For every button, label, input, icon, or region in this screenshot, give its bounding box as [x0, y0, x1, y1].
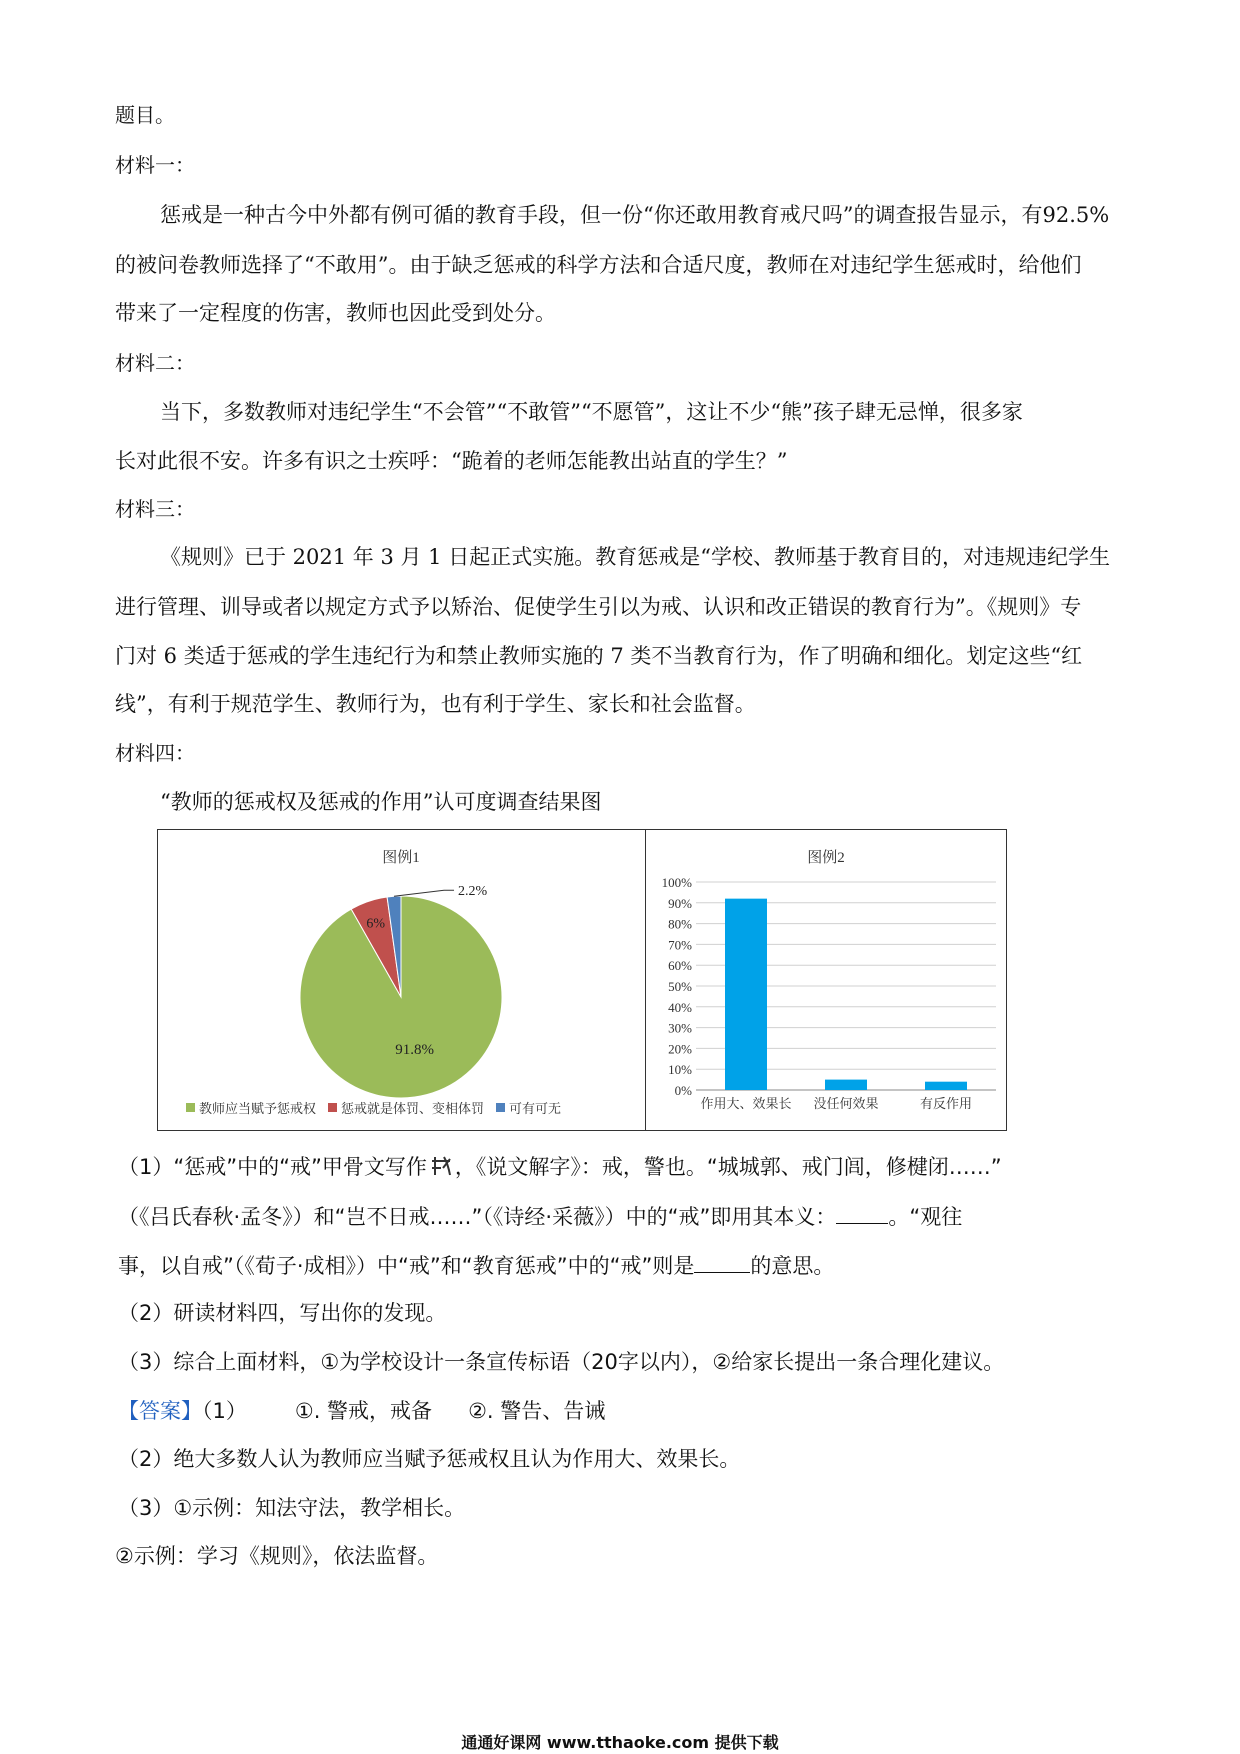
pie-label-1: 91.8%	[395, 1041, 435, 1058]
pie-chart-title: 图例1	[382, 850, 420, 866]
answer-tag: 【答案】	[118, 1399, 202, 1423]
legend-swatch-1	[186, 1103, 195, 1112]
answer-2: （2）绝大多数人认为教师应当赋予惩戒权且认为作用大、效果长。	[118, 1447, 741, 1471]
oracle-bone-glyph-icon	[429, 1154, 453, 1178]
y-tick-8: 80%	[668, 916, 692, 932]
material2-line-1: 当下，多数教师对违纪学生“不会管”“不敢管”“不愿管”，这让不少“熊”孩子肆无忌惮，很多家	[160, 400, 1023, 424]
question-2: （2）研读材料四，写出你的发现。	[118, 1301, 447, 1325]
y-tick-10: 100%	[661, 875, 692, 890]
pie-label-2: 6%	[366, 916, 386, 932]
y-tick-6: 60%	[668, 958, 692, 974]
legend-swatch-3	[496, 1103, 505, 1112]
material1-line-2: 的被问卷教师选择了“不敢用”。由于缺乏惩戒的科学方法和合适尺度，教师在对违纪学生惩戒时，给他们	[115, 253, 1082, 277]
q1-part-a: （1）“惩戒”中的“戒”甲骨文写作	[118, 1155, 427, 1179]
question-1-line-1	[118, 1152, 1002, 1182]
answer-1-number: （1）	[202, 1399, 247, 1423]
y-tick-5: 50%	[668, 979, 692, 994]
answer-4: ②示例：学习《规则》，依法监督。	[115, 1544, 439, 1568]
q1-part-b: ，《说文解字》：戒，警也。“城城郭、戒门闾，修楗闭……”	[454, 1155, 1002, 1179]
legend-label-2: 惩戒就是体罚、变相体罚	[341, 1101, 485, 1116]
intro-text: 题目。	[115, 103, 175, 127]
bar-chart-panel	[645, 829, 1007, 1131]
legend-swatch-2	[328, 1103, 337, 1112]
material3-line-3: 门对 6 类适于惩戒的学生违纪行为和禁止教师实施的 7 类不当教育行为，作了明确和细化。划定这些“红	[115, 644, 1083, 668]
answer-1	[118, 1396, 605, 1426]
bar-2	[825, 1080, 867, 1090]
q1-part-e: 事，以自戒”（《荀子·成相》）中“戒”和“教育惩戒”中的“戒”则是	[118, 1254, 695, 1278]
y-tick-9: 90%	[668, 895, 692, 911]
bar-1	[725, 899, 767, 1090]
y-tick-2: 20%	[668, 1041, 692, 1057]
q1-part-c: （《吕氏春秋·孟冬》）和“岂不日戒……”（《诗经·采薇》）中的“戒”即用其本义：	[118, 1205, 837, 1229]
material4-heading: 材料四：	[115, 741, 195, 765]
answer-blank-1[interactable]	[836, 1201, 888, 1224]
answer-3: （3）①示例：知法守法，教学相长。	[118, 1496, 466, 1520]
y-tick-3: 30%	[668, 1020, 692, 1036]
y-tick-0: 0%	[674, 1083, 692, 1098]
x-tick-2: 没任何效果	[813, 1096, 879, 1111]
material3-line-2: 进行管理、训导或者以规定方式予以矫治、促使学生引以为戒、认识和改正错误的教育行为”。《规则》专	[115, 595, 1082, 619]
bar-chart	[646, 830, 1006, 1130]
pie-chart	[158, 830, 645, 1130]
legend-label-1: 教师应当赋予惩戒权	[199, 1101, 317, 1116]
q1-part-d: 。“观往	[888, 1205, 963, 1229]
figure-title: “教师的惩戒权及惩戒的作用”认可度调查结果图	[160, 790, 602, 814]
y-tick-1: 10%	[668, 1062, 692, 1078]
material3-line-1: 《规则》已于 2021 年 3 月 1 日起正式实施。教育惩戒是“学校、教师基于教育目的，对违规违纪学生	[160, 545, 1110, 569]
legend-label-3: 可有可无	[509, 1101, 562, 1116]
q1-part-f: 的意思。	[750, 1254, 835, 1278]
material2-line-2: 长对此很不安。许多有识之士疾呼：“跪着的老师怎能教出站直的学生？”	[115, 449, 788, 473]
pie-label-3: 2.2%	[458, 884, 488, 900]
y-tick-7: 70%	[668, 937, 692, 953]
material1-heading: 材料一：	[115, 153, 195, 177]
material3-line-4: 线”，有利于规范学生、教师行为，也有利于学生、家长和社会监督。	[115, 692, 756, 716]
pie-chart-panel	[157, 829, 646, 1131]
material3-heading: 材料三：	[115, 497, 195, 521]
material1-line-3: 带来了一定程度的伤害，教师也因此受到处分。	[115, 301, 556, 325]
bar-chart-title: 图例2	[807, 850, 845, 866]
question-1-line-2	[118, 1201, 962, 1232]
question-3: （3）综合上面材料，①为学校设计一条宣传标语（20字以内），②给家长提出一条合理化建议。	[118, 1350, 1005, 1374]
x-tick-3: 有反作用	[919, 1096, 973, 1111]
answer-1-point-2: ②. 警告、告诫	[468, 1399, 606, 1423]
bar-3	[925, 1082, 967, 1090]
answer-1-point-1: ①. 警戒，戒备	[294, 1399, 433, 1423]
y-tick-4: 40%	[668, 999, 692, 1015]
x-tick-1: 作用大、效果长	[700, 1096, 792, 1111]
material2-heading: 材料二：	[115, 351, 195, 375]
pie-callout-line	[394, 890, 454, 896]
question-1-line-3	[118, 1250, 834, 1281]
answer-blank-2[interactable]	[694, 1250, 750, 1273]
material1-line-1: 惩戒是一种古今中外都有例可循的教育手段，但一份“你还敢用教育戒尺吗”的调查报告显示，有92.5%	[160, 203, 1110, 227]
page-footer: 通通好课网 www.tthaoke.com 提供下载	[461, 1733, 779, 1752]
